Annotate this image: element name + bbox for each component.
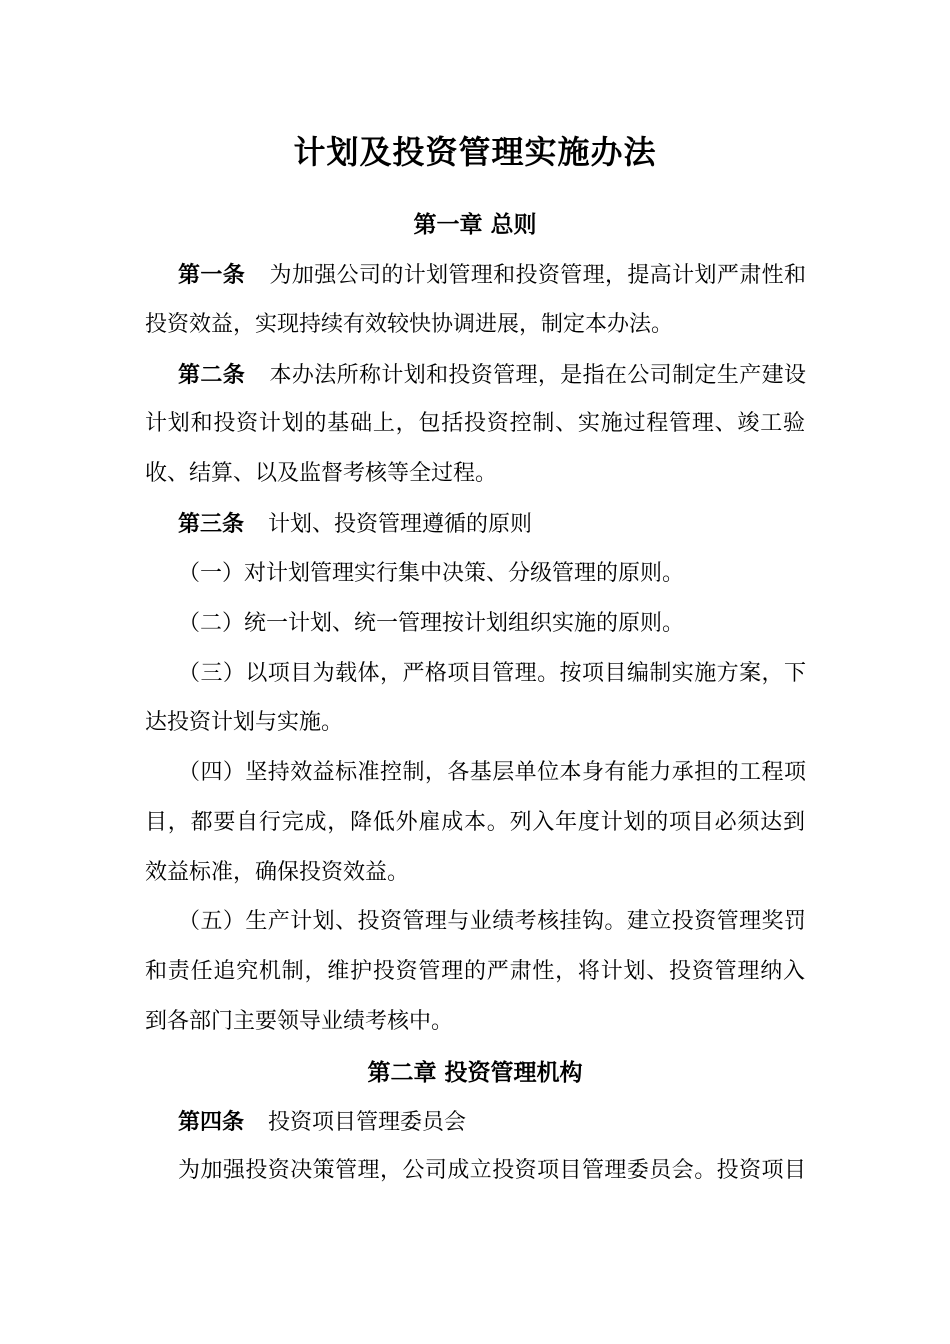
article-3-item-5-line-3: 到各部门主要领导业绩考核中。 [145,1009,454,1034]
article-3-item-5-line-2: 和责任追究机制，维护投资管理的严肃性，将计划、投资管理纳入 [145,959,805,984]
article-3-item-4-line-2: 目，都要自行完成，降低外雇成本。列入年度计划的项目必须达到 [145,810,805,835]
article-2-text-1: 本办法所称计划和投资管理，是指在公司制定生产建设 [269,363,806,388]
article-3-item-2: （二）统一计划、统一管理按计划组织实施的原则。 [178,611,685,636]
article-3-text-1: 计划、投资管理遵循的原则 [268,512,533,537]
article-4-text-1: 投资项目管理委员会 [268,1110,467,1135]
document-title: 计划及投资管理实施办法 [293,133,657,171]
article-2-line-2: 计划和投资计划的基础上，包括投资控制、实施过程管理、竣工验 [145,411,805,436]
article-1-line-2: 投资效益，实现持续有效较快协调进展，制定本办法。 [145,312,674,337]
article-1-line-1 [178,257,806,294]
article-1-label: 第一条 [178,262,246,288]
article-2-line-3: 收、结算、以及监督考核等全过程。 [145,461,498,486]
article-4-paragraph-line-1: 为加强投资决策管理，公司成立投资项目管理委员会。投资项目 [178,1158,806,1183]
article-3-label: 第三条 [178,511,245,537]
article-3-item-4-line-1: （四）坚持效益标准控制，各基层单位本身有能力承担的工程项 [178,760,806,785]
chapter-2-heading: 第二章 投资管理机构 [367,1059,583,1086]
article-3-item-1: （一）对计划管理实行集中决策、分级管理的原则。 [178,561,685,586]
article-2-label: 第二条 [178,362,246,388]
article-3-line-1 [178,506,806,543]
article-4-label: 第四条 [178,1109,245,1135]
chapter-1-heading: 第一章 总则 [413,211,537,238]
article-4-line-1 [178,1104,806,1141]
article-3-item-3-line-2: 达投资计划与实施。 [145,710,344,735]
article-3-item-5-line-1: （五）生产计划、投资管理与业绩考核挂钩。建立投资管理奖罚 [178,909,806,934]
article-1-text-1: 为加强公司的计划管理和投资管理，提高计划严肃性和 [269,263,806,288]
article-3-item-3-line-1: （三）以项目为载体，严格项目管理。按项目编制实施方案，下 [178,661,806,686]
article-3-item-4-line-3: 效益标准，确保投资效益。 [145,860,410,885]
article-2-line-1 [178,357,806,394]
